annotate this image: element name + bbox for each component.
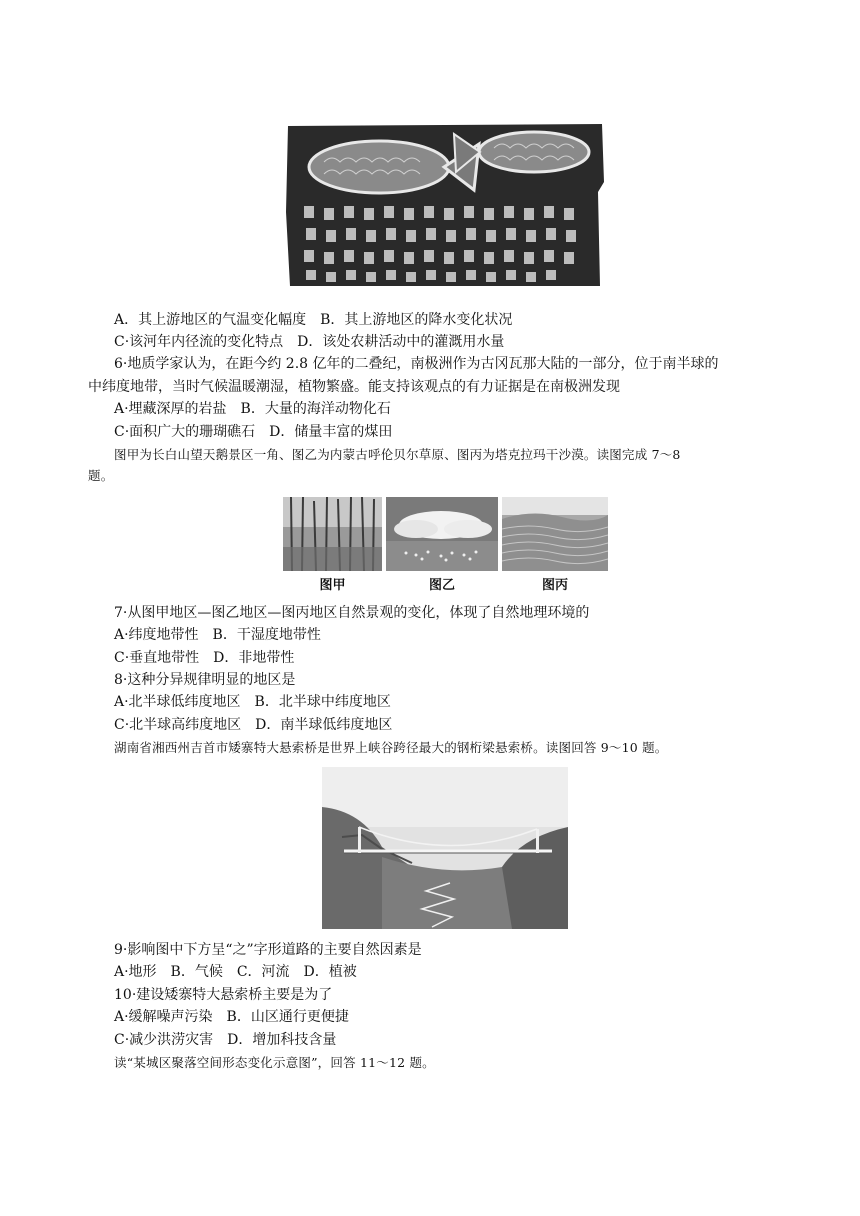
q10-option-cd: C·减少洪涝灾害 D．增加科技含量 <box>114 1032 337 1048</box>
photo-desert <box>502 497 608 571</box>
q6-stem-line1: 6·地质学家认为，在距今约 2.8 亿年的二叠纪，南极洲作为古冈瓦那大陆的一部分，位于南半球的 <box>114 356 719 372</box>
q9-stem: 9·影响图中下方呈“之”字形道路的主要自然因素是 <box>114 942 422 958</box>
intro-7-8-line2: 题。 <box>88 468 114 483</box>
q10-option-ab: A·缓解噪声污染 B．山区通行更便捷 <box>114 1009 349 1025</box>
caption-yi: 图乙 <box>428 578 455 593</box>
q5-option-cd: C·该河年内径流的变化特点 D．该处农耕活动中的灌溉用水量 <box>114 334 505 350</box>
q7-option-ab: A·纬度地带性 B．干湿度地带性 <box>114 627 321 643</box>
photo-grassland <box>386 497 498 571</box>
q6-option-cd: C·面积广大的珊瑚礁石 D．储量丰富的煤田 <box>114 424 393 440</box>
q7-option-cd: C·垂直地带性 D．非地带性 <box>114 650 295 666</box>
q5-option-ab: A．其上游地区的气温变化幅度 B．其上游地区的降水变化状况 <box>114 312 513 328</box>
q8-stem: 8·这种分异规律明显的地区是 <box>114 672 296 688</box>
stone-rubbing-figure <box>284 122 606 288</box>
caption-jia: 图甲 <box>319 578 346 593</box>
q8-option-cd: C·北半球高纬度地区 D．南半球低纬度地区 <box>114 717 393 733</box>
q8-option-ab: A·北半球低纬度地区 B．北半球中纬度地区 <box>114 694 391 710</box>
intro-11-12: 读“某城区聚落空间形态变化示意图”，回答 11～12 题。 <box>114 1055 435 1070</box>
q7-stem: 7·从图甲地区—图乙地区—图丙地区自然景观的变化，体现了自然地理环境的 <box>114 605 590 621</box>
q6-option-ab: A·埋藏深厚的岩盐 B．大量的海洋动物化石 <box>114 401 391 417</box>
intro-9-10: 湖南省湘西州吉首市矮寨特大悬索桥是世界上峡谷跨径最大的钢桁梁悬索桥。读图回答 9～10 题。 <box>114 740 668 755</box>
q9-options: A·地形 B．气候 C．河流 D．植被 <box>114 964 357 980</box>
q6-stem-line2: 中纬度地带，当时气候温暖潮湿，植物繁盛。能支持该观点的有力证据是在南极洲发现 <box>88 379 620 395</box>
photo-forest <box>283 497 382 571</box>
caption-bing: 图丙 <box>541 578 568 593</box>
q10-stem: 10·建设矮寨特大悬索桥主要是为了 <box>114 987 333 1003</box>
intro-7-8-line1: 图甲为长白山望天鹅景区一角、图乙为内蒙古呼伦贝尔草原、图丙为塔克拉玛干沙漠。读图完成 7～8 <box>114 447 681 462</box>
photo-suspension-bridge <box>322 767 568 929</box>
